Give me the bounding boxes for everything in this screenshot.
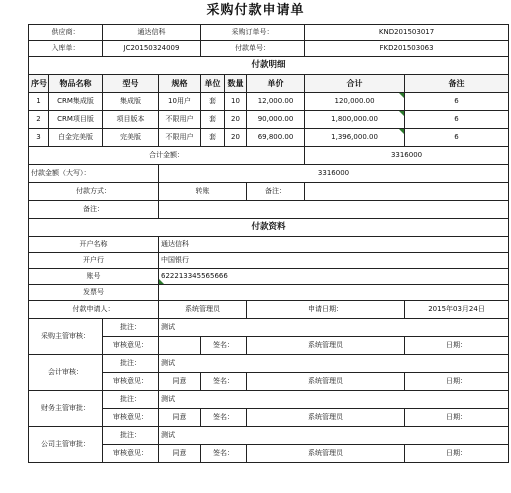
cell-item: 白金完美版 [49,129,103,147]
cell-item: CRM集成版 [49,93,103,111]
method-label: 付款方式： [29,183,159,201]
table-row [29,129,509,147]
comment-label: 批注： [103,427,159,445]
sign-value: 系统管理员 [247,337,405,355]
opinion-label: 审核意见： [103,337,159,355]
total-row [29,147,509,165]
cell-unit: 套 [201,93,225,111]
account-no-label: 账号 [29,269,159,285]
note-value [159,201,509,219]
comment-label: 批注： [103,355,159,373]
cell-price: 12,000.00 [247,93,305,111]
applicant-label: 付款申请人： [29,301,159,319]
opinion-value: 同意 [159,409,201,427]
payment-form-table [28,24,509,463]
col-header-qty: 数量 [225,75,247,93]
bank-section-row [29,219,509,237]
cell-spec: 10用户 [159,93,201,111]
remark-value [305,183,509,201]
col-header-item: 物品名称 [49,75,103,93]
amount-upper-label: 付款金额（大写）： [29,165,159,183]
approval-comment-row [29,355,509,373]
approval-date-label: 日期： [405,409,509,427]
sign-label: 签名： [201,337,247,355]
cell-total: 120,000.00 [305,93,405,111]
account-no-row [29,269,509,285]
account-name-label: 开户名称 [29,237,159,253]
cell-seq: 1 [29,93,49,111]
cell-unit: 套 [201,129,225,147]
sign-label: 签名： [201,409,247,427]
comment-label: 批注： [103,391,159,409]
col-header-remark: 备注 [405,75,509,93]
cell-remark: 6 [405,93,509,111]
form-title: 采购付款申请单 [206,3,305,18]
supplier-label: 供应商： [29,25,103,41]
approval-title: 采购主管审核： [29,319,103,355]
po-label: 采购订单号： [201,25,305,41]
request-row [29,301,509,319]
sign-value: 系统管理员 [247,409,405,427]
comment-value: 测试 [159,355,509,373]
cell-model: 完美版 [103,129,159,147]
invoice-value [159,285,509,301]
sign-label: 签名： [201,373,247,391]
header-row-2 [29,41,509,57]
note-row [29,201,509,219]
opinion-label: 审核意见： [103,373,159,391]
cell-total: 1,800,000.00 [305,111,405,129]
approval-comment-row [29,427,509,445]
comment-value: 测试 [159,427,509,445]
cell-remark: 6 [405,111,509,129]
cell-qty: 20 [225,129,247,147]
detail-section-title: 付款明细 [29,57,509,75]
account-name-row [29,237,509,253]
account-name-value: 通达信科 [159,237,509,253]
approval-comment-row [29,391,509,409]
opinion-value: 同意 [159,373,201,391]
payment-no-label: 付款单号： [201,41,305,57]
col-header-seq: 序号 [29,75,49,93]
cell-spec: 不限用户 [159,129,201,147]
opinion-label: 审核意见： [103,409,159,427]
applicant-value: 系统管理员 [159,301,247,319]
approval-title: 公司主管审批： [29,427,103,463]
invoice-label: 发票号 [29,285,159,301]
amount-upper-row [29,165,509,183]
cell-price: 90,000.00 [247,111,305,129]
comment-label: 批注： [103,319,159,337]
bank-section-title: 付款资料 [29,219,509,237]
date-value: 2015年03月24日 [405,301,509,319]
payment-no-value: FKD201503063 [305,41,509,57]
total-label: 合计金额： [29,147,305,165]
sign-value: 系统管理员 [247,445,405,463]
note-label: 备注： [29,201,159,219]
opinion-value [159,337,201,355]
comment-value: 测试 [159,319,509,337]
approval-comment-row [29,319,509,337]
account-no-value: 622213345565666 [159,269,509,285]
approval-title: 财务主管审批： [29,391,103,427]
col-header-unit: 单位 [201,75,225,93]
cell-price: 69,800.00 [247,129,305,147]
method-row [29,183,509,201]
amount-upper-value: 3316000 [159,165,509,183]
bank-row [29,253,509,269]
header-row-1 [29,25,509,41]
invoice-row [29,285,509,301]
opinion-label: 审核意见： [103,445,159,463]
col-header-model: 型号 [103,75,159,93]
method-value: 转账 [159,183,247,201]
date-label: 申请日期： [247,301,405,319]
supplier-value: 通达信科 [103,25,201,41]
total-value: 3316000 [305,147,509,165]
cell-model: 项目版本 [103,111,159,129]
cell-spec: 不限用户 [159,111,201,129]
cell-seq: 2 [29,111,49,129]
receipt-label: 入库单： [29,41,103,57]
approval-date-label: 日期： [405,445,509,463]
sign-value: 系统管理员 [247,373,405,391]
approval-title: 会计审核： [29,355,103,391]
cell-total: 1,396,000.00 [305,129,405,147]
table-row [29,93,509,111]
col-header-price: 单价 [247,75,305,93]
approval-date-label: 日期： [405,373,509,391]
detail-section-row [29,57,509,75]
po-value: KND201503017 [305,25,509,41]
cell-qty: 10 [225,93,247,111]
cell-item: CRM项目版 [49,111,103,129]
col-header-spec: 规格 [159,75,201,93]
receipt-value: JC20150324009 [103,41,201,57]
cell-remark: 6 [405,129,509,147]
table-row [29,111,509,129]
cell-model: 集成版 [103,93,159,111]
detail-header-row [29,75,509,93]
approval-date-label: 日期： [405,337,509,355]
col-header-total: 合计 [305,75,405,93]
opinion-value: 同意 [159,445,201,463]
cell-qty: 20 [225,111,247,129]
comment-value: 测试 [159,391,509,409]
bank-label: 开户行 [29,253,159,269]
sign-label: 签名： [201,445,247,463]
bank-value: 中国银行 [159,253,509,269]
remark-label: 备注： [247,183,305,201]
cell-unit: 套 [201,111,225,129]
cell-seq: 3 [29,129,49,147]
